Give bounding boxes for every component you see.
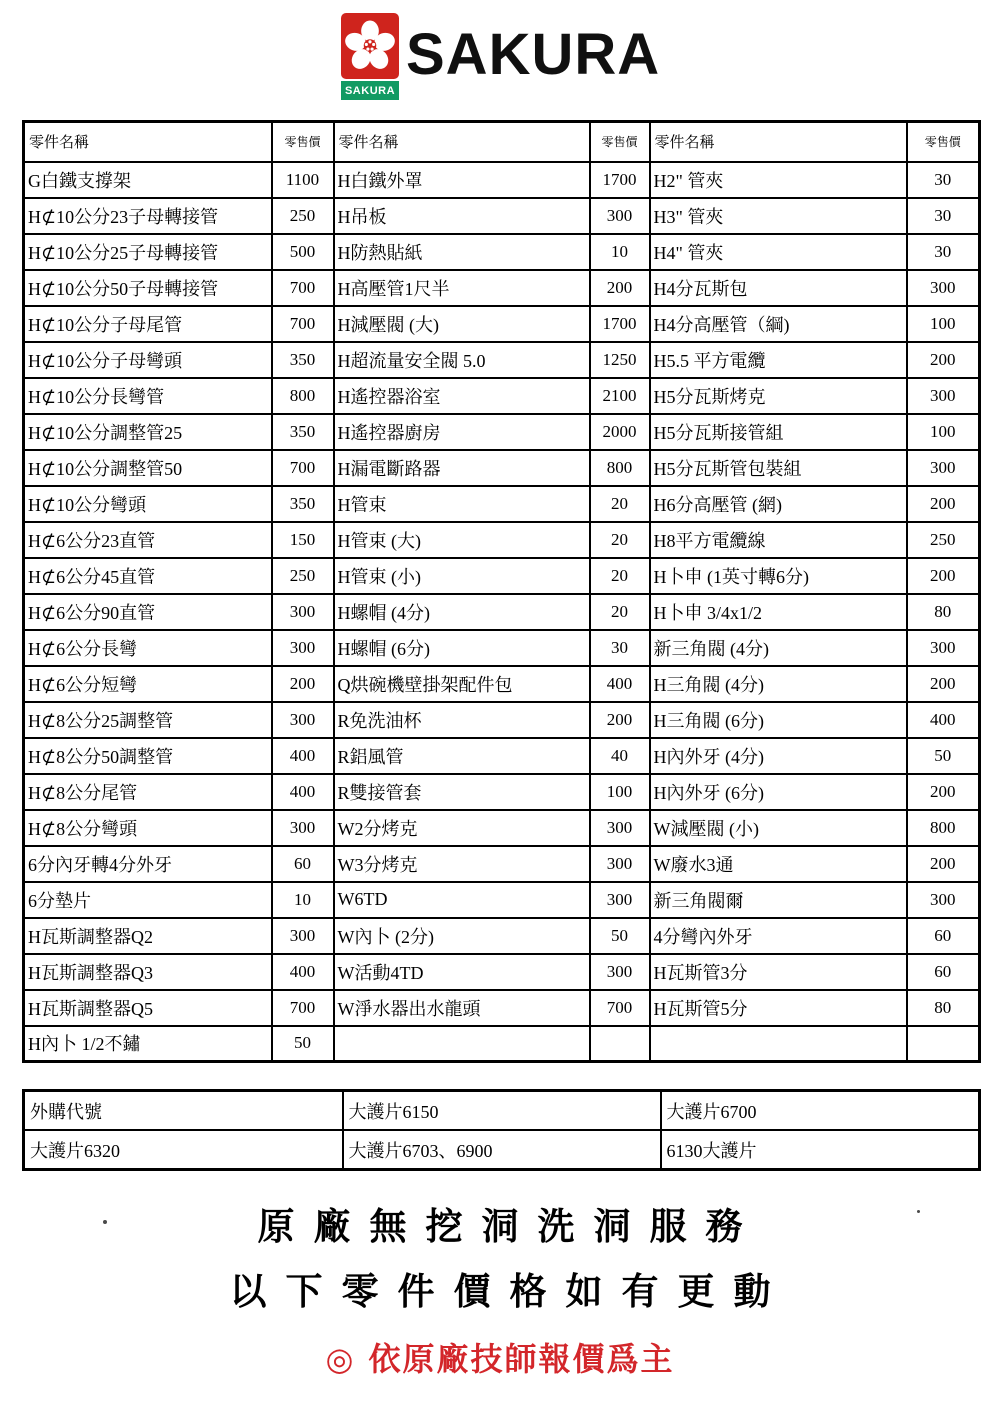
price-cell (907, 1026, 980, 1062)
code-cell: 大護片6320 (24, 1130, 343, 1170)
price-cell: 50 (907, 738, 980, 774)
price-cell: 400 (272, 954, 334, 990)
price-cell: 1250 (590, 342, 650, 378)
part-name-cell: H⊄6公分短彎 (24, 666, 272, 702)
price-cell: 20 (590, 486, 650, 522)
table-row (24, 522, 980, 558)
table-row (24, 954, 980, 990)
part-name-cell: H⊄6公分長彎 (24, 630, 272, 666)
price-cell: 50 (590, 918, 650, 954)
price-cell: 1100 (272, 162, 334, 198)
price-cell: 80 (907, 594, 980, 630)
table-row (24, 234, 980, 270)
price-cell: 800 (907, 810, 980, 846)
price-cell: 300 (590, 882, 650, 918)
part-name-cell: H⊄8公分彎頭 (24, 810, 272, 846)
price-cell: 40 (590, 738, 650, 774)
price-cell: 10 (590, 234, 650, 270)
price-cell: 1700 (590, 162, 650, 198)
table-row (24, 630, 980, 666)
table-row (24, 162, 980, 198)
table-row (24, 666, 980, 702)
price-cell: 300 (272, 918, 334, 954)
part-name-cell: H2" 管夾 (650, 162, 907, 198)
table-row (24, 1026, 980, 1062)
brand-wordmark: SAKURA (406, 22, 661, 87)
part-name-cell: H⊄8公分25調整管 (24, 702, 272, 738)
part-name-cell: H6分高壓管 (網) (650, 486, 907, 522)
price-cell: 200 (907, 558, 980, 594)
col-header-part-name: 零件名稱 (24, 122, 272, 162)
table-row (24, 738, 980, 774)
part-name-cell: H5分瓦斯烤克 (650, 378, 907, 414)
part-name-cell: H內外牙 (4分) (650, 738, 907, 774)
price-cell: 700 (272, 990, 334, 1026)
part-name-cell: H⊄6公分23直管 (24, 522, 272, 558)
price-cell (590, 1026, 650, 1062)
price-cell: 700 (272, 306, 334, 342)
part-name-cell: R鋁風管 (334, 738, 590, 774)
table-row (24, 846, 980, 882)
table-row (24, 918, 980, 954)
part-name-cell: H內卜 1/2不鏽 (24, 1026, 272, 1062)
part-name-cell: H防熱貼紙 (334, 234, 590, 270)
part-name-cell: H高壓管1尺半 (334, 270, 590, 306)
notice-line-quote-red: ◎ 依原廠技師報價爲主 (325, 1340, 675, 1378)
part-name-cell: H⊄6公分45直管 (24, 558, 272, 594)
sakura-flower-icon (341, 13, 399, 79)
price-cell: 2100 (590, 378, 650, 414)
table-row (24, 702, 980, 738)
scan-speck (917, 1210, 920, 1213)
price-cell: 80 (907, 990, 980, 1026)
price-cell: 300 (590, 198, 650, 234)
part-name-cell: 新三角閥 (4分) (650, 630, 907, 666)
part-name-cell: H4分瓦斯包 (650, 270, 907, 306)
price-cell: 200 (907, 666, 980, 702)
notice-line-no-drilling: 原廠無挖洞洗洞服務 (257, 1205, 762, 1248)
table-header-row (24, 122, 980, 162)
part-name-cell: H8平方電纜線 (650, 522, 907, 558)
part-name-cell: H⊄10公分子母尾管 (24, 306, 272, 342)
col-header-part-name: 零件名稱 (650, 122, 907, 162)
price-cell: 200 (907, 486, 980, 522)
price-cell: 20 (590, 558, 650, 594)
part-name-cell: H⊄10公分25子母轉接管 (24, 234, 272, 270)
part-name-cell: H4" 管夾 (650, 234, 907, 270)
part-name-cell: 6分內牙轉4分外牙 (24, 846, 272, 882)
col-header-retail-price: 零售價 (907, 122, 980, 162)
price-cell: 200 (907, 774, 980, 810)
table-row (24, 450, 980, 486)
part-name-cell: H漏電斷路器 (334, 450, 590, 486)
table-row (24, 558, 980, 594)
part-name-cell: H5分瓦斯接管組 (650, 414, 907, 450)
price-cell: 150 (272, 522, 334, 558)
part-name-cell: 新三角閥爾 (650, 882, 907, 918)
price-cell: 20 (590, 522, 650, 558)
table-row (24, 990, 980, 1026)
code-cell: 外購代號 (24, 1091, 343, 1131)
price-cell: 200 (907, 342, 980, 378)
part-name-cell: H吊板 (334, 198, 590, 234)
price-cell: 60 (907, 954, 980, 990)
part-name-cell: H管束 (小) (334, 558, 590, 594)
price-cell: 2000 (590, 414, 650, 450)
table-row (24, 270, 980, 306)
part-name-cell: H⊄10公分彎頭 (24, 486, 272, 522)
part-name-cell: R雙接管套 (334, 774, 590, 810)
part-name-cell: W6TD (334, 882, 590, 918)
price-cell: 350 (272, 342, 334, 378)
price-cell: 700 (272, 450, 334, 486)
price-cell: 20 (590, 594, 650, 630)
price-cell: 50 (272, 1026, 334, 1062)
part-name-cell: H螺帽 (4分) (334, 594, 590, 630)
part-name-cell: H管束 (334, 486, 590, 522)
price-cell: 300 (272, 594, 334, 630)
part-name-cell: H⊄8公分尾管 (24, 774, 272, 810)
price-cell: 300 (590, 810, 650, 846)
part-name-cell: H3" 管夾 (650, 198, 907, 234)
part-name-cell: W內卜 (2分) (334, 918, 590, 954)
price-cell: 300 (907, 378, 980, 414)
part-name-cell: R免洗油杯 (334, 702, 590, 738)
code-cell: 6130大護片 (661, 1130, 980, 1170)
part-name-cell: W淨水器出水龍頭 (334, 990, 590, 1026)
scan-speck (103, 1220, 107, 1224)
part-name-cell: W活動4TD (334, 954, 590, 990)
table-row (24, 306, 980, 342)
price-cell: 800 (272, 378, 334, 414)
part-name-cell: H內外牙 (6分) (650, 774, 907, 810)
part-name-cell: H瓦斯調整器Q5 (24, 990, 272, 1026)
price-cell: 300 (590, 954, 650, 990)
part-name-cell: H遙控器廚房 (334, 414, 590, 450)
part-name-cell: H⊄10公分長彎管 (24, 378, 272, 414)
part-name-cell: H5.5 平方電纜 (650, 342, 907, 378)
col-header-retail-price: 零售價 (590, 122, 650, 162)
part-name-cell: H⊄10公分調整管25 (24, 414, 272, 450)
part-name-cell: W2分烤克 (334, 810, 590, 846)
purchase-codes-table (22, 1089, 981, 1171)
price-cell: 30 (590, 630, 650, 666)
price-cell: 400 (272, 738, 334, 774)
price-cell: 100 (907, 414, 980, 450)
price-cell: 300 (272, 702, 334, 738)
brand-header (341, 13, 660, 100)
price-cell: 350 (272, 414, 334, 450)
price-cell: 100 (907, 306, 980, 342)
code-cell: 大護片6703、6900 (343, 1130, 661, 1170)
part-name-cell: H瓦斯管5分 (650, 990, 907, 1026)
price-cell: 300 (907, 270, 980, 306)
part-name-cell: H卜申 (1英寸轉6分) (650, 558, 907, 594)
codes-row (24, 1130, 980, 1170)
part-name-cell: 4分彎內外牙 (650, 918, 907, 954)
price-cell: 100 (590, 774, 650, 810)
table-row (24, 342, 980, 378)
price-cell: 700 (272, 270, 334, 306)
table-row (24, 594, 980, 630)
code-cell: 大護片6700 (661, 1091, 980, 1131)
table-row (24, 774, 980, 810)
part-name-cell: H瓦斯調整器Q2 (24, 918, 272, 954)
part-name-cell: H瓦斯調整器Q3 (24, 954, 272, 990)
price-cell: 200 (590, 702, 650, 738)
notice-line-price-change: 以下零件價格如有更動 (229, 1270, 790, 1313)
table-row (24, 414, 980, 450)
part-name-cell: H螺帽 (6分) (334, 630, 590, 666)
part-name-cell: H超流量安全閥 5.0 (334, 342, 590, 378)
table-row (24, 486, 980, 522)
table-row (24, 378, 980, 414)
part-name-cell: H⊄10公分23子母轉接管 (24, 198, 272, 234)
price-cell: 200 (907, 846, 980, 882)
part-name-cell: H白鐵外罩 (334, 162, 590, 198)
price-cell: 250 (272, 198, 334, 234)
part-name-cell: W廢水3通 (650, 846, 907, 882)
part-name-cell: G白鐵支撐架 (24, 162, 272, 198)
part-name-cell (650, 1026, 907, 1062)
price-cell: 350 (272, 486, 334, 522)
price-cell: 30 (907, 162, 980, 198)
price-cell: 250 (907, 522, 980, 558)
codes-row (24, 1091, 980, 1131)
part-name-cell: H瓦斯管3分 (650, 954, 907, 990)
col-header-part-name: 零件名稱 (334, 122, 590, 162)
price-cell: 30 (907, 234, 980, 270)
part-name-cell (334, 1026, 590, 1062)
price-cell: 200 (590, 270, 650, 306)
price-cell: 60 (907, 918, 980, 954)
part-name-cell: H⊄6公分90直管 (24, 594, 272, 630)
part-name-cell: H三角閥 (4分) (650, 666, 907, 702)
part-name-cell: H遙控器浴室 (334, 378, 590, 414)
col-header-retail-price: 零售價 (272, 122, 334, 162)
price-cell: 800 (590, 450, 650, 486)
part-name-cell: H⊄10公分50子母轉接管 (24, 270, 272, 306)
part-name-cell: H管束 (大) (334, 522, 590, 558)
part-name-cell: 6分墊片 (24, 882, 272, 918)
table-row (24, 810, 980, 846)
price-cell: 500 (272, 234, 334, 270)
part-name-cell: H三角閥 (6分) (650, 702, 907, 738)
price-cell: 400 (907, 702, 980, 738)
sakura-logo (341, 13, 399, 100)
part-name-cell: H卜申 3/4x1/2 (650, 594, 907, 630)
logo-badge-text: SAKURA (341, 81, 399, 100)
price-cell: 250 (272, 558, 334, 594)
price-cell: 400 (272, 774, 334, 810)
part-name-cell: H⊄10公分子母彎頭 (24, 342, 272, 378)
part-name-cell: H5分瓦斯管包裝組 (650, 450, 907, 486)
price-cell: 30 (907, 198, 980, 234)
price-cell: 60 (272, 846, 334, 882)
part-name-cell: W3分烤克 (334, 846, 590, 882)
price-cell: 300 (907, 630, 980, 666)
part-name-cell: H減壓閥 (大) (334, 306, 590, 342)
table-row (24, 198, 980, 234)
price-cell: 10 (272, 882, 334, 918)
price-cell: 200 (272, 666, 334, 702)
part-name-cell: Q烘碗機壁掛架配件包 (334, 666, 590, 702)
price-cell: 300 (590, 846, 650, 882)
price-cell: 300 (272, 630, 334, 666)
price-cell: 300 (907, 450, 980, 486)
part-name-cell: H4分高壓管（綱) (650, 306, 907, 342)
price-cell: 700 (590, 990, 650, 1026)
part-name-cell: W減壓閥 (小) (650, 810, 907, 846)
price-cell: 300 (272, 810, 334, 846)
price-cell: 400 (590, 666, 650, 702)
parts-price-table (22, 120, 981, 1063)
part-name-cell: H⊄10公分調整管50 (24, 450, 272, 486)
part-name-cell: H⊄8公分50調整管 (24, 738, 272, 774)
price-cell: 300 (907, 882, 980, 918)
code-cell: 大護片6150 (343, 1091, 661, 1131)
price-cell: 1700 (590, 306, 650, 342)
table-row (24, 882, 980, 918)
